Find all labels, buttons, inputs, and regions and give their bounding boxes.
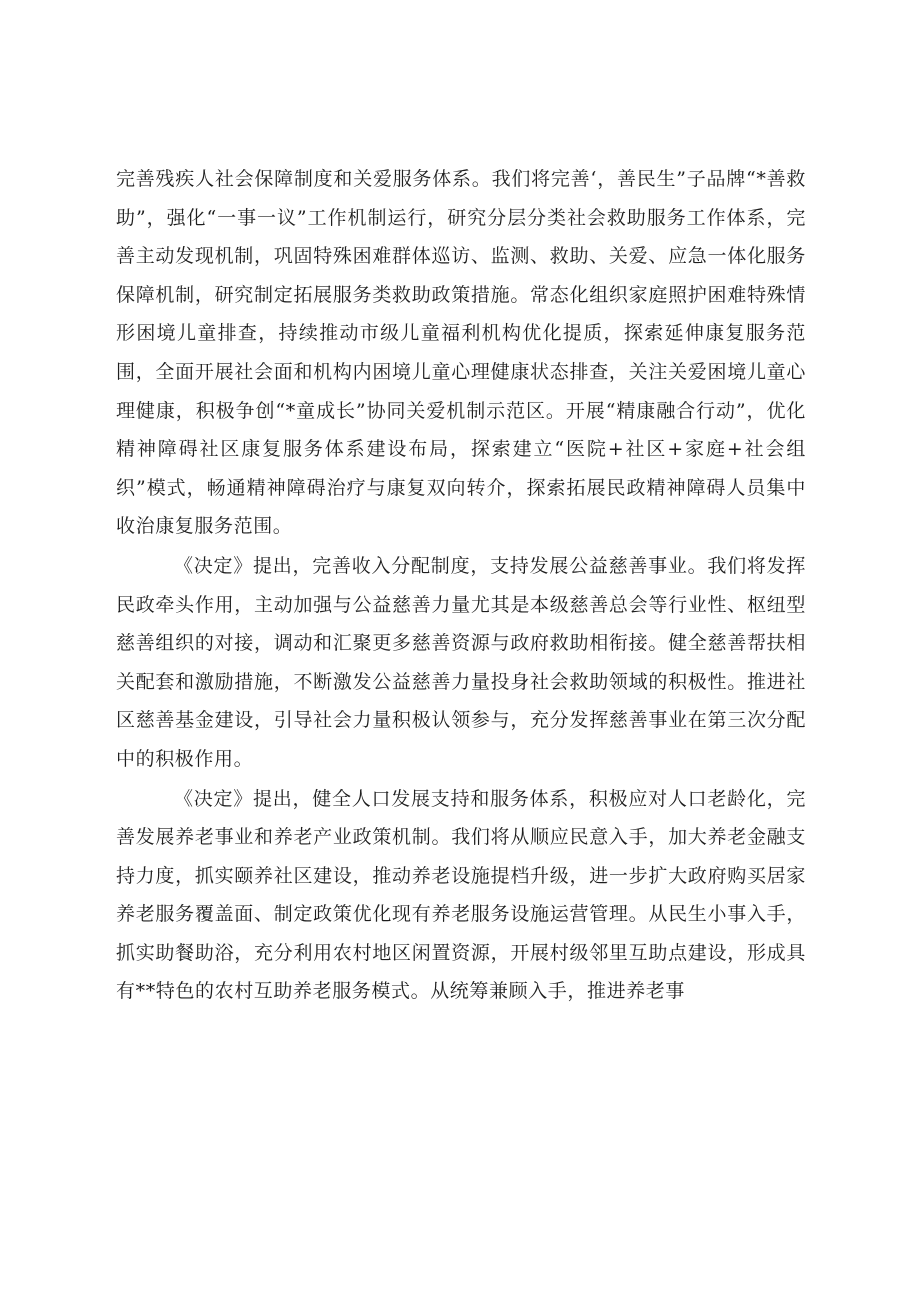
paragraph-social-assistance: 完善残疾人社会保障制度和关爱服务体系。我们将完善‘，善民生”子品牌“*善救助”，强化“一事一议”工作机制运行，研究分层分类社会救助服务工作体系，完善主动发现机制，巩固特殊困难群体巡访、监测、救助、关爱、应急一体化服务保障机制，研究制定拓展服务类救助政策措施。常态化组织家庭照护困难特殊情形困境儿童排查，持续推动市级儿童福利机构优化提质，探索延伸康复服务范围，全面开展社会面和机构内困境儿童心理健康状态排查，关注关爱困境儿童心理健康，积极争创“*童成长”协同关爱机制示范区。开展“精康融合行动”，优化精神障碍社区康复服务体系建设布局，探索建立“医院+社区+家庭+社会组织”模式，畅通精神障碍治疗与康复双向转介，探索拓展民政精神障碍人员集中收治康复服务范围。 — [116, 168, 806, 538]
paragraph-elderly-care: 《决定》提出，健全人口发展支持和服务体系，积极应对人口老龄化，完善发展养老事业和养老产业政策机制。我们将从顺应民意入手，加大养老金融支持力度，抓实颐养社区建设，推动养老设施提档升级，进一步扩大政府购买居家养老服务覆盖面、制定政策优化现有养老服务设施运营管理。从民生小事入手，抓实助餐助浴，充分利用农村地区闲置资源，开展村级邻里互助点建设，形成具有**特色的农村互助养老服务模式。从统筹兼顾入手，推进养老事 — [116, 787, 806, 1003]
paragraph-charity: 《决定》提出，完善收入分配制度，支持发展公益慈善事业。我们将发挥民政牵头作用，主动加强与公益慈善力量尤其是本级慈善总会等行业性、枢纽型慈善组织的对接，调动和汇聚更多慈善资源与政府救助相衔接。健全慈善帮扶相关配套和激励措施，不断激发公益慈善力量投身社会救助领域的积极性。推进社区慈善基金建设，引导社会力量积极认领参与，充分发挥慈善事业在第三次分配中的积极作用。 — [116, 554, 806, 770]
document-body — [116, 160, 806, 1011]
